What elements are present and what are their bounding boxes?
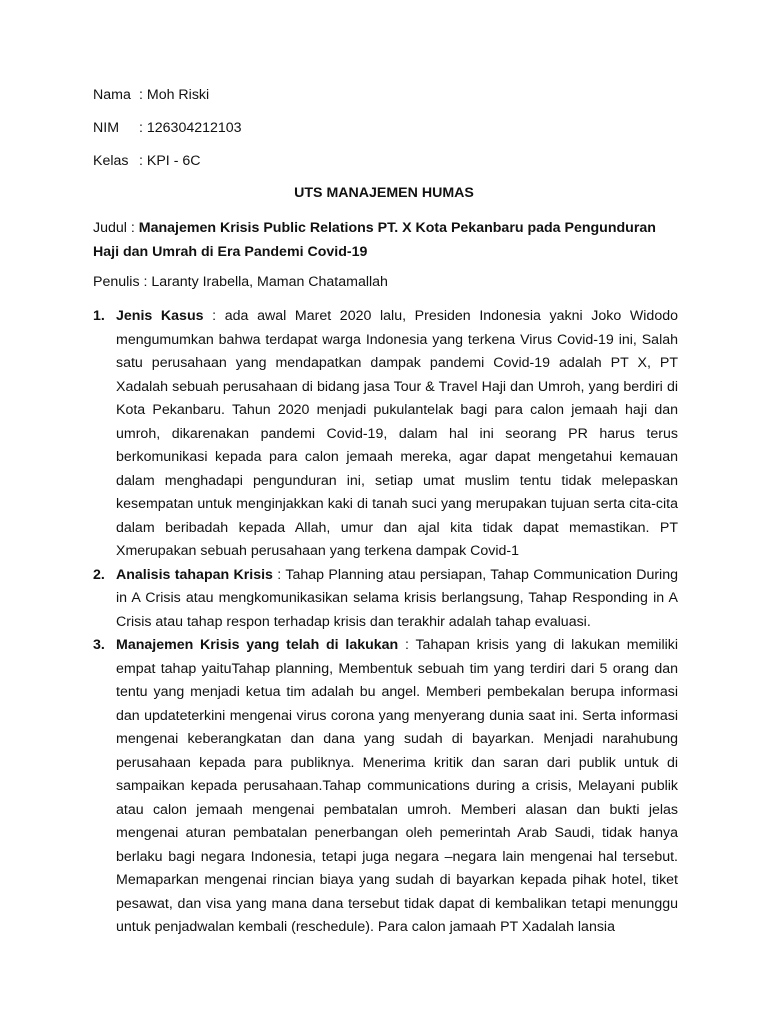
- item-number: 3.: [93, 637, 105, 653]
- item-text: : Tahap Planning atau persiapan, Tahap Communication During in A Crisis atau mengkomunikasikan selama krisis berlangsung, Tahap Responding in A Crisis atau tahap respon terhadap krisis dan terakhir adalah tahap evaluasi.: [116, 566, 678, 630]
- item-heading: Manajemen Krisis yang telah di lakukan: [116, 637, 399, 653]
- kelas-value: : KPI - 6C: [139, 153, 201, 169]
- list-item: [93, 564, 678, 635]
- item-text: : Tahapan krisis yang di lakukan memiliki empat tahap yaituTahap planning, Membentuk sebuah tim yang terdiri dari 5 orang dan tentu yang menjadi ketua tim adalah bu angel. Memberi pembekalan berupa informasi dan updateterkini mengenai virus corona yang menyerang dunia saat ini. Serta informasi mengenai keberangkatan dan dana yang sudah di bayarkan. Menjadi narahubung perusahaan kepada para publiknya. Menerima kritik dan saran dari publik untuk di sampaikan kepada perusahaan.Tahap communications during a crisis, Melayani publik atau calon jemaah mengenai pembatalan umroh. Memberi alasan dan bukti jelas mengenai aturan pembatalan penerbangan oleh pemerintah Arab Saudi, tidak hanya berlaku bagi negara Indonesia, tetapi juga negara –negara lain mengenai hal tersebut. Memaparkan mengenai rincian biaya yang sudah di bayarkan kepada pihak hotel, tiket pesawat, dan visa yang mana dana tersebut tidak dapat di kembalikan tetapi menunggu untuk penjadwalan kembali (reschedule). Para calon jamaah PT Xadalah lansia: [116, 637, 678, 935]
- nim-value: : 126304212103: [139, 120, 242, 136]
- judul-value: Manajemen Krisis Public Relations PT. X Kota Pekanbaru pada Pengunduran Haji dan Umrah di Era Pandemi Covid-19: [93, 220, 656, 260]
- nama-line: [93, 86, 209, 104]
- item-text: : ada awal Maret 2020 lalu, Presiden Indonesia yakni Joko Widodo mengumumkan bahwa terdapat warga Indonesia yang terkena Virus Covid-19 ini, Salah satu perusahaan yang mendapatkan dampak pandemi Covid-19 adalah PT X, PT Xadalah sebuah perusahaan di bidang jasa Tour & Travel Haji dan Umroh, yang berdiri di Kota Pekanbaru. Tahun 2020 menjadi pukulantelak bagi para calon jemaah haji dan umroh, dikarenakan pandemi Covid-19, dalam hal ini seorang PR harus terus berkomunikasi kepada para calon jemaah mereka, agar dapat mengetahui kemauan dalam menghadapi pengunduran ini, setiap umat muslim tentu tidak melepaskan kesempatan untuk menginjakkan kaki di tanah suci yang merupakan tujuan serta cita-cita dalam beribadah kepada Allah, umur dan ajal kita tidak dapat memastikan. PT Xmerupakan sebuah perusahaan yang terkena dampak Covid-1: [116, 308, 678, 559]
- judul-label: Judul: [93, 220, 127, 236]
- kelas-label: Kelas: [93, 153, 129, 169]
- item-number: 1.: [93, 308, 105, 324]
- kelas-line: [93, 152, 201, 170]
- numbered-list: [93, 305, 678, 940]
- judul-separator: :: [126, 220, 139, 236]
- item-heading: Analisis tahapan Krisis: [116, 566, 273, 583]
- list-item: [93, 305, 678, 564]
- penulis-line: Penulis : Laranty Irabella, Maman Chatamallah: [93, 274, 388, 290]
- nim-line: [93, 119, 242, 137]
- nama-label: Nama: [93, 87, 131, 103]
- nim-label: NIM: [93, 120, 120, 136]
- item-number: 2.: [93, 566, 105, 583]
- list-item: [93, 634, 678, 940]
- document-title: UTS MANAJEMEN HUMAS: [294, 185, 474, 201]
- judul-paragraph: [93, 217, 678, 264]
- item-heading: Jenis Kasus: [116, 308, 204, 324]
- nama-value: : Moh Riski: [139, 87, 210, 103]
